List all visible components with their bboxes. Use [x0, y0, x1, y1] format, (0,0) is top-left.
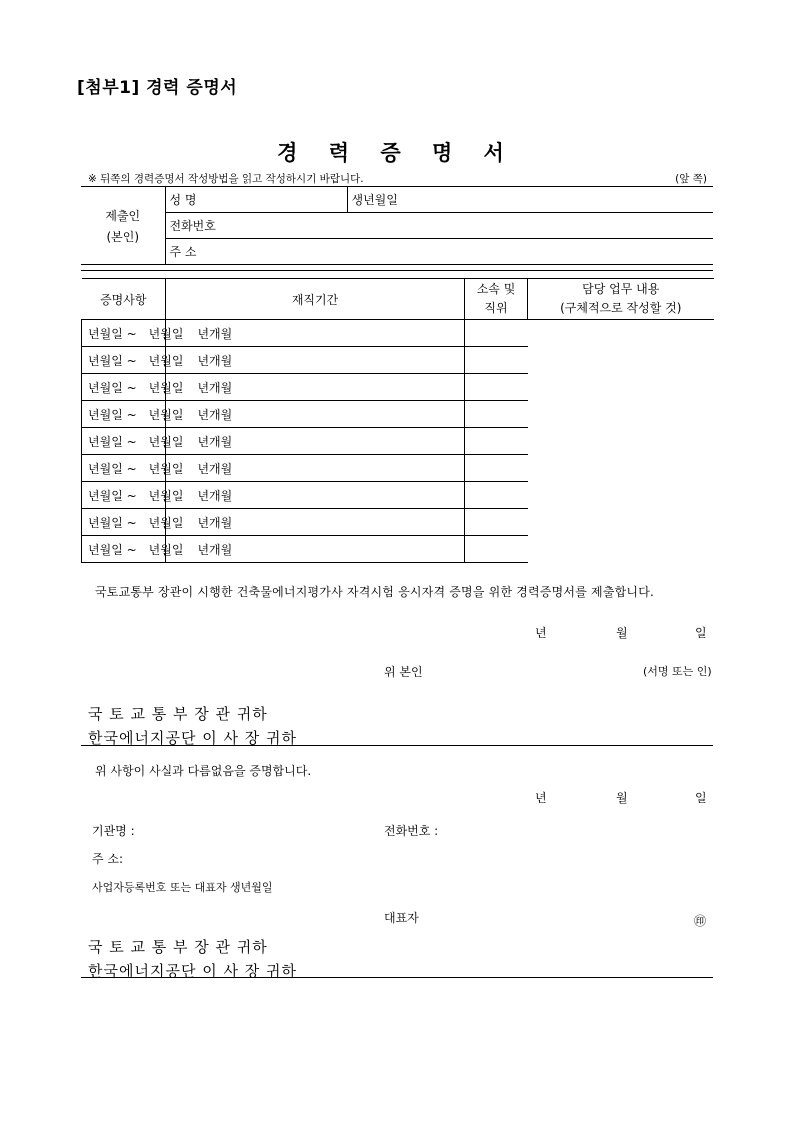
period-unit: 년: [197, 353, 210, 368]
period-unit: 일: [171, 515, 184, 530]
duty-header: [528, 279, 714, 320]
period-unit: 개월: [209, 353, 233, 368]
period-cell[interactable]: [82, 428, 233, 455]
period-unit: 일 ~: [111, 434, 137, 449]
address-to-agency-2: 한국에너지공단 이 사 장 귀하: [88, 962, 297, 980]
period-unit: 년: [148, 407, 161, 422]
period-row: [82, 320, 714, 347]
period-unit: 일: [171, 326, 184, 341]
period-unit: 월: [99, 488, 112, 503]
period-unit: 년: [197, 515, 210, 530]
duty-cell[interactable]: [465, 347, 528, 374]
duty-cell[interactable]: [465, 428, 528, 455]
period-unit: 일 ~: [111, 353, 137, 368]
period-unit: 월: [99, 380, 112, 395]
date-month[interactable]: 월: [616, 626, 628, 640]
period-unit: 일: [171, 542, 184, 557]
period-row: [82, 428, 714, 455]
period-unit: 개월: [209, 461, 233, 476]
applicant-label-line2: (본인): [106, 229, 140, 244]
period-unit: 일: [171, 353, 184, 368]
period-unit: 월: [99, 542, 112, 557]
period-cell[interactable]: [82, 536, 233, 563]
date-day[interactable]: 일: [695, 626, 707, 640]
period-unit: 일 ~: [111, 380, 137, 395]
period-unit: 년: [88, 488, 100, 503]
period-unit: 년: [197, 326, 210, 341]
duty-cell[interactable]: [465, 401, 528, 428]
period-unit: 개월: [209, 434, 233, 449]
period-unit: 년: [88, 326, 100, 341]
period-unit: 년: [148, 380, 161, 395]
duty-cell[interactable]: [465, 320, 528, 347]
period-unit: 년: [148, 461, 161, 476]
period-cell[interactable]: [82, 455, 233, 482]
period-row: [82, 455, 714, 482]
issuer-biz-label[interactable]: 사업자등록번호 또는 대표자 생년월일: [92, 881, 273, 894]
duty-cell[interactable]: [465, 482, 528, 509]
duty-cell[interactable]: [465, 455, 528, 482]
issuer-address-label[interactable]: 주 소:: [92, 852, 124, 866]
applicant-label-line1: 제출인: [105, 208, 141, 223]
section-divider: [81, 270, 713, 271]
period-unit: 년: [88, 407, 100, 422]
period-unit: 년: [88, 461, 100, 476]
period-unit: 월: [160, 353, 172, 368]
period-unit: 일 ~: [111, 407, 137, 422]
divider-line: [81, 745, 713, 746]
period-cell[interactable]: [82, 482, 233, 509]
representative-label: 대표자: [384, 911, 419, 925]
period-unit: 개월: [209, 380, 233, 395]
seal-icon[interactable]: ㊞: [694, 914, 707, 928]
period-row: [82, 509, 714, 536]
birth-label[interactable]: 생년월일: [347, 187, 713, 213]
period-unit: 일 ~: [111, 488, 137, 503]
period-unit: 월: [160, 542, 172, 557]
submission-statement: 국토교통부 장관이 시행한 건축물에너지평가사 자격시험 응시자격 증명을 위한 경력증명서를 제출합니다.: [95, 585, 654, 599]
period-unit: 일 ~: [111, 461, 137, 476]
certification-section-label: 증명사항: [82, 279, 166, 320]
applicant-section-label: [81, 187, 165, 265]
period-unit: 년: [148, 353, 161, 368]
phone-label[interactable]: 전화번호: [165, 213, 713, 239]
date-year[interactable]: 년: [535, 626, 547, 640]
period-unit: 년: [197, 407, 210, 422]
period-unit: 일: [171, 461, 184, 476]
period-unit: 월: [99, 461, 112, 476]
duty-header-line1: 담당 업무 내용: [582, 282, 660, 296]
period-unit: 일: [171, 407, 184, 422]
period-unit: 년: [88, 515, 100, 530]
period-unit: 년: [148, 326, 161, 341]
period-unit: 월: [160, 488, 172, 503]
side-label: (앞 쪽): [675, 173, 707, 185]
applicant-table: [81, 186, 713, 265]
duty-cell[interactable]: [465, 509, 528, 536]
period-unit: 년: [197, 380, 210, 395]
certification-rows: [82, 320, 714, 563]
bottom-divider-line: [81, 977, 713, 978]
period-unit: 일 ~: [111, 542, 137, 557]
period-unit: 일: [171, 380, 184, 395]
dept-header-line1: 소속 및: [476, 282, 516, 296]
issuer-org-label[interactable]: 기관명 :: [92, 824, 135, 838]
dept-header: [465, 279, 528, 320]
address-to-ministry: 국 토 교 통 부 장 관 귀하: [88, 705, 268, 723]
period-cell[interactable]: [82, 401, 233, 428]
period-unit: 년: [88, 353, 100, 368]
period-unit: 년: [197, 542, 210, 557]
duty-cell[interactable]: [465, 374, 528, 401]
period-unit: 개월: [209, 515, 233, 530]
period-cell[interactable]: [82, 374, 233, 401]
period-cell[interactable]: [82, 320, 233, 347]
period-unit: 년: [197, 461, 210, 476]
issue-date-day[interactable]: 일: [695, 791, 707, 805]
notice-text: ※ 뒤쪽의 경력증명서 작성방법을 읽고 작성하시기 바랍니다.: [88, 173, 364, 185]
period-unit: 년: [88, 434, 100, 449]
duty-header-line2: (구체적으로 작성할 것): [560, 301, 682, 315]
sign-note[interactable]: (서명 또는 인): [643, 665, 712, 678]
period-unit: 년: [88, 380, 100, 395]
period-unit: 일: [171, 434, 184, 449]
period-unit: 년: [148, 515, 161, 530]
applicant-sign-label: 위 본인: [384, 665, 423, 679]
duty-cell[interactable]: [465, 536, 528, 563]
period-unit: 월: [160, 461, 172, 476]
attachment-label: [첨부1] 경력 증명서: [77, 78, 238, 98]
period-unit: 월: [160, 326, 172, 341]
confirm-statement: 위 사항이 사실과 다름없음을 증명합니다.: [95, 764, 312, 778]
period-row: [82, 536, 714, 563]
period-cell[interactable]: [82, 509, 233, 536]
address-to-ministry-2: 국 토 교 통 부 장 관 귀하: [88, 938, 268, 956]
period-unit: 월: [99, 407, 112, 422]
period-unit: 월: [160, 380, 172, 395]
name-label[interactable]: 성 명: [165, 187, 347, 213]
period-unit: 개월: [209, 326, 233, 341]
period-unit: 일 ~: [111, 326, 137, 341]
period-unit: 일 ~: [111, 515, 137, 530]
certification-table: [81, 278, 714, 563]
period-unit: 년: [148, 434, 161, 449]
period-unit: 월: [99, 326, 112, 341]
period-row: [82, 347, 714, 374]
issuer-phone-label[interactable]: 전화번호 :: [384, 824, 439, 838]
period-unit: 월: [160, 515, 172, 530]
address-label[interactable]: 주 소: [165, 239, 713, 265]
period-unit: 년: [88, 542, 100, 557]
issue-date-year[interactable]: 년: [535, 791, 547, 805]
period-unit: 월: [99, 515, 112, 530]
period-unit: 월: [99, 353, 112, 368]
dept-header-line2: 직위: [484, 301, 508, 315]
period-row: [82, 374, 714, 401]
form-title: 경 력 증 명 서: [277, 141, 516, 165]
period-cell[interactable]: [82, 347, 233, 374]
period-unit: 개월: [209, 407, 233, 422]
period-unit: 개월: [209, 488, 233, 503]
period-unit: 개월: [209, 542, 233, 557]
period-unit: 일: [171, 488, 184, 503]
issue-date-month[interactable]: 월: [616, 791, 628, 805]
period-row: [82, 401, 714, 428]
period-unit: 년: [148, 542, 161, 557]
period-unit: 월: [99, 434, 112, 449]
period-unit: 년: [197, 434, 210, 449]
period-unit: 월: [160, 434, 172, 449]
period-unit: 년: [148, 488, 161, 503]
period-unit: 월: [160, 407, 172, 422]
period-header: 재직기간: [166, 279, 465, 320]
address-to-agency: 한국에너지공단 이 사 장 귀하: [88, 729, 297, 747]
period-unit: 년: [197, 488, 210, 503]
period-row: [82, 482, 714, 509]
